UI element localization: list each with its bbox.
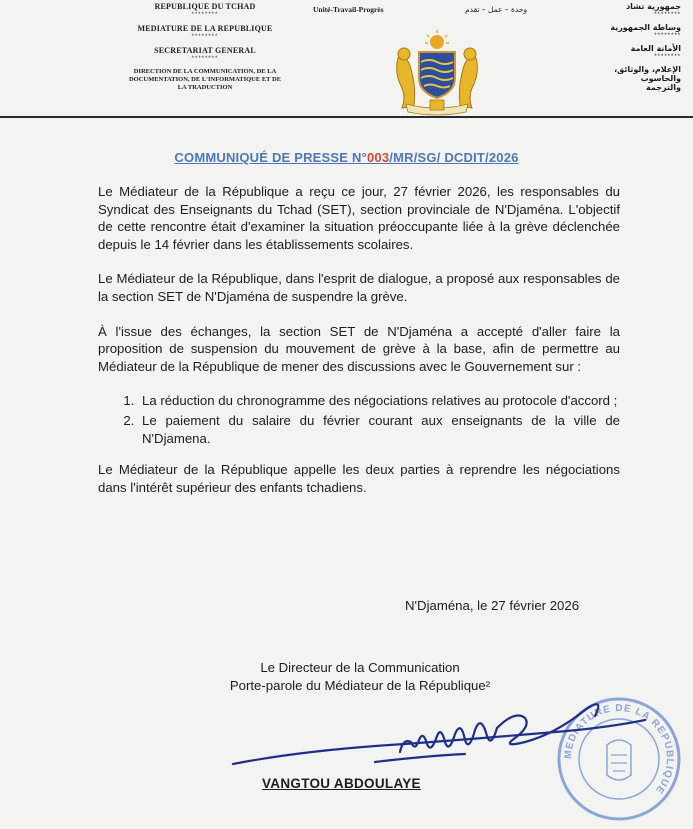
header-direction-fr (100, 68, 310, 92)
stamp-text: MEDIATURE DE LA REPUBLIQUE (562, 702, 676, 796)
header-institution-ar: وساطة الجمهورية (610, 23, 681, 32)
motto-french: Unité-Travail-Progrès (313, 5, 384, 14)
paragraph-2: Le Médiateur de la République, dans l'esprit de dialogue, a proposé aux responsables de la section SET de N'Djaména de suspendre la grève. (98, 271, 620, 304)
header-left (100, 2, 310, 92)
header-stars: ******** (191, 56, 219, 62)
header-secretariat-ar: الأمانة العامة (630, 44, 681, 53)
paragraph-4: Le Médiateur de la République appelle les deux parties à reprendre les négociations dans l'intérêt supérieur des enfants tchadiens. (98, 462, 620, 495)
communique-title (0, 150, 693, 165)
communique-body (98, 183, 620, 513)
title-prefix: COMMUNIQUÉ DE PRESSE N° (174, 150, 367, 165)
header-country-fr: REPUBLIQUE DU TCHAD (154, 2, 256, 11)
header-stars: ******** (654, 12, 681, 18)
header-stars: ******** (654, 54, 681, 60)
header-institution-fr: MEDIATURE DE LA REPUBLIQUE (137, 24, 273, 33)
title-number: 003 (366, 150, 390, 165)
header-direction-ar-2: والترجمة (646, 83, 681, 92)
title-suffix: /MR/SG/ DCDIT/2026 (389, 150, 519, 165)
header-divider (0, 116, 693, 118)
signatory-role: Porte-parole du Médiateur de la République² (229, 678, 491, 693)
header-stars: ******** (191, 34, 219, 40)
header-direction-ar-1: الإعلام، والوثائق، والحاسوب (614, 65, 681, 83)
signatory-name: VANGTOU ABDOULAYE (262, 776, 421, 791)
header-direction-line1: DIRECTION DE LA COMMUNICATION, DE LA (133, 68, 277, 75)
demands-list (98, 392, 620, 447)
place-and-date: N'Djaména, le 27 février 2026 (405, 598, 580, 613)
handwritten-signature-icon (225, 690, 685, 780)
signatory-title: Le Directeur de la Communication (260, 660, 460, 675)
header-right (571, 2, 681, 92)
header-stars: ******** (654, 33, 681, 39)
header-country-ar: جمهورية تشاد (626, 2, 681, 11)
paragraph-3: À l'issue des échanges, la section SET de N'Djaména a accepté d'aller faire la proposition de suspension du mouvement de grève à la base, afin de permettre au Médiateur de la République de mener des discussions avec le Gouvernement sur : (98, 323, 620, 374)
header-direction-line2: DOCUMENTATION, DE L'INFORMATIQUE ET DE (128, 76, 282, 83)
coat-of-arms-icon (392, 28, 482, 120)
list-item: 2. Le paiement du salaire du février courant aux enseignants de la ville de N'Djamena. (138, 412, 620, 447)
paragraph-1: Le Médiateur de la République a reçu ce jour, 27 février 2026, les responsables du Syndicat des Enseignants du Tchad (SET), section provinciale de N'Djaména. L'objectif de cette rencontre était d'examiner la situation préoccupante liée à la grève déclenchée depuis le 14 février dans les établissements scolaires. (98, 184, 620, 252)
header-stars: ******** (191, 12, 219, 18)
header-secretariat-fr: SECRETARIAT GENERAL (154, 46, 256, 55)
list-item: 1. La réduction du chronogramme des négociations relatives au protocole d'accord ; (138, 392, 620, 410)
header-direction-line3: LA TRADUCTION (177, 84, 233, 91)
motto-arabic: وحدة – عمل – تقدم (465, 5, 528, 14)
